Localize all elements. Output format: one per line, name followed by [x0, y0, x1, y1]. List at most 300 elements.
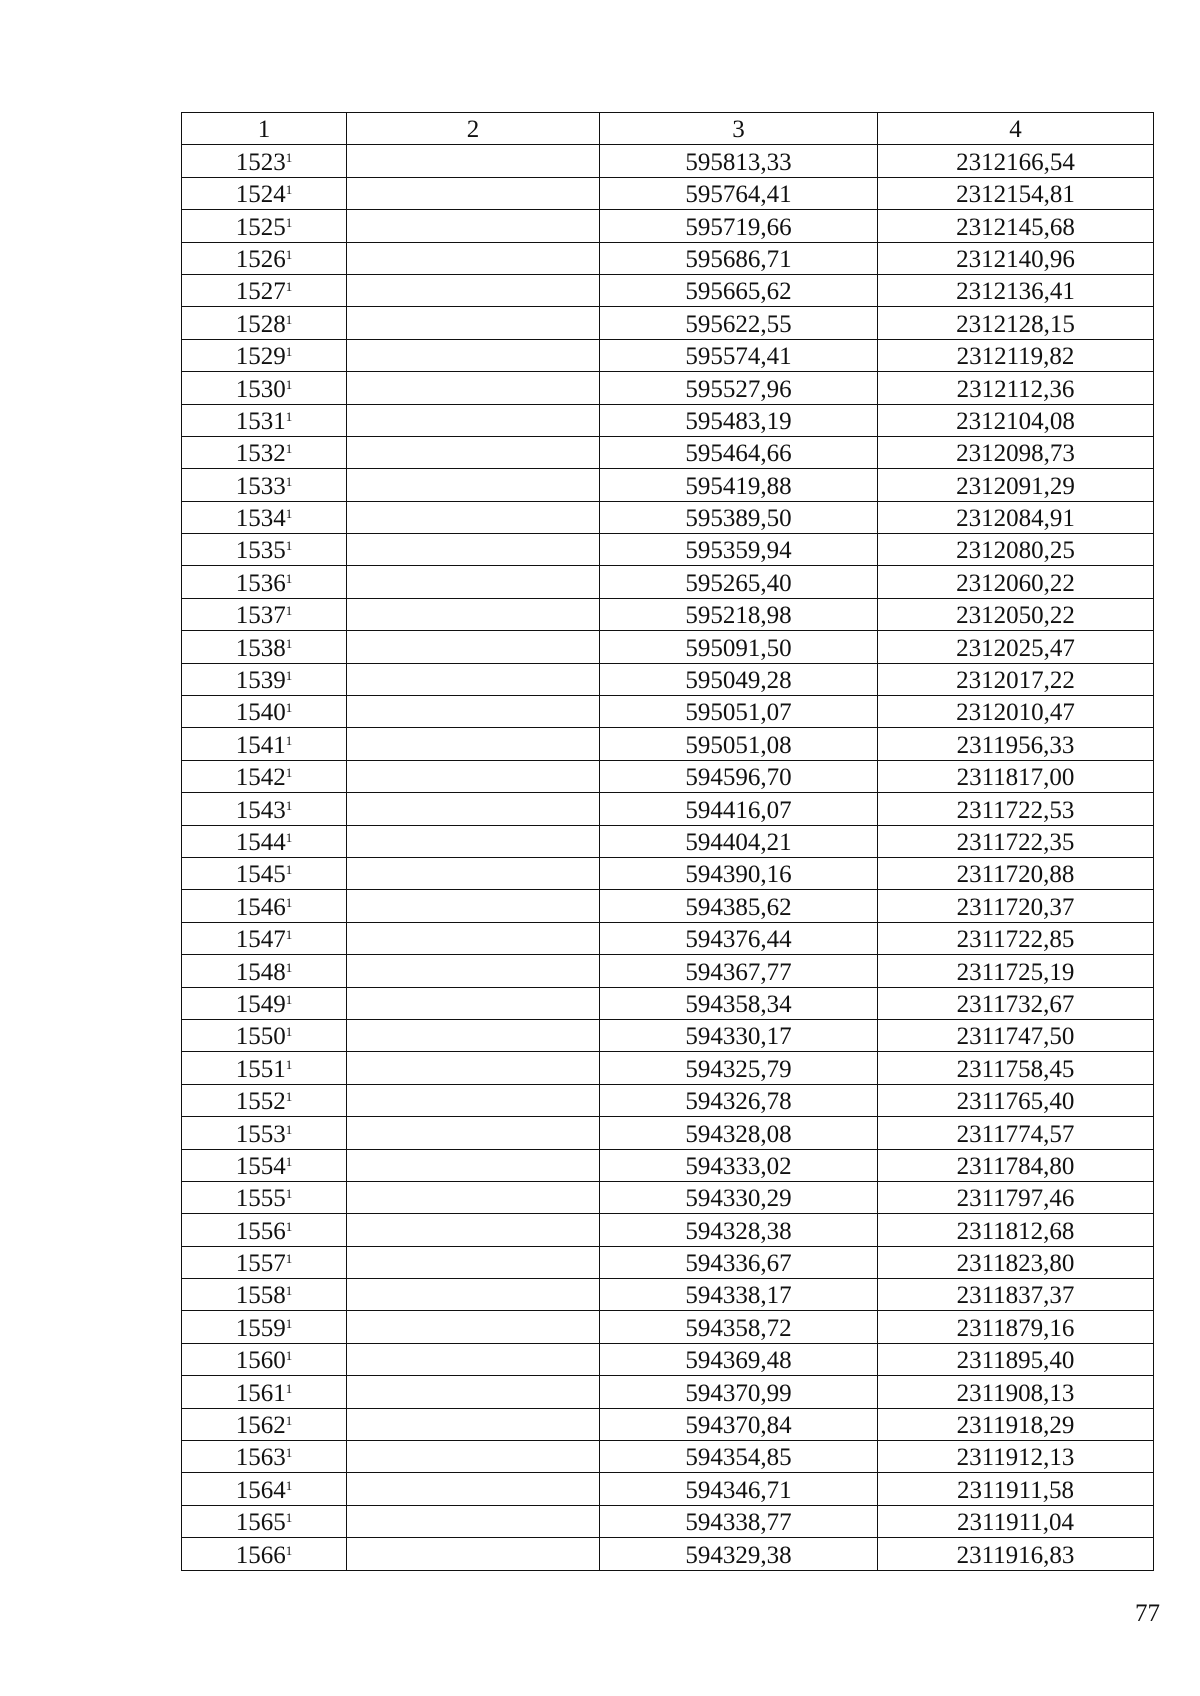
y-coordinate-cell: 2311765,40: [878, 1084, 1154, 1116]
point-number-cell: [182, 1181, 347, 1213]
x-coordinate-cell: 595051,08: [600, 728, 878, 760]
x-coordinate-cell: 594328,08: [600, 1117, 878, 1149]
column-2-cell: [347, 955, 600, 987]
table-row: [182, 1311, 1154, 1343]
table-row: [182, 372, 1154, 404]
point-number-cell: [182, 1019, 347, 1051]
point-number-superscript: 1: [285, 473, 293, 489]
y-coordinate-cell: 2312104,08: [878, 404, 1154, 436]
point-number: 1551: [235, 1055, 286, 1083]
table-row: [182, 210, 1154, 242]
point-number-cell: [182, 501, 347, 533]
column-2-cell: [347, 210, 600, 242]
x-coordinate-cell: 595049,28: [600, 663, 878, 695]
y-coordinate-cell: 2312136,41: [878, 274, 1154, 306]
y-coordinate-cell: 2311823,80: [878, 1246, 1154, 1278]
x-coordinate-cell: 594325,79: [600, 1052, 878, 1084]
table-row: [182, 890, 1154, 922]
table-row: [182, 663, 1154, 695]
point-number-cell: [182, 1408, 347, 1440]
column-2-cell: [347, 1441, 600, 1473]
table-row: [182, 1505, 1154, 1537]
point-number: 1537: [235, 602, 286, 630]
x-coordinate-cell: 595665,62: [600, 274, 878, 306]
x-coordinate-cell: 594376,44: [600, 922, 878, 954]
y-coordinate-cell: 2311817,00: [878, 760, 1154, 792]
point-number: 1548: [235, 958, 286, 986]
column-2-cell: [347, 469, 600, 501]
point-number-cell: [182, 566, 347, 598]
column-2-cell: [347, 631, 600, 663]
point-number: 1564: [235, 1476, 286, 1504]
x-coordinate-cell: 594370,99: [600, 1376, 878, 1408]
x-coordinate-cell: 595464,66: [600, 436, 878, 468]
y-coordinate-cell: 2312098,73: [878, 436, 1154, 468]
point-number-cell: [182, 534, 347, 566]
point-number-superscript: 1: [285, 797, 293, 813]
column-2-cell: [347, 1052, 600, 1084]
column-2-cell: [347, 145, 600, 177]
point-number-cell: [182, 987, 347, 1019]
column-2-cell: [347, 922, 600, 954]
point-number-superscript: 1: [285, 570, 293, 586]
point-number-superscript: 1: [285, 700, 293, 716]
point-number: 1530: [235, 375, 286, 403]
table-row: [182, 242, 1154, 274]
table-row: [182, 1343, 1154, 1375]
point-number-superscript: 1: [285, 311, 293, 327]
y-coordinate-cell: 2311918,29: [878, 1408, 1154, 1440]
column-2-cell: [347, 372, 600, 404]
point-number-superscript: 1: [285, 927, 293, 943]
table-row: [182, 1019, 1154, 1051]
point-number-cell: [182, 1441, 347, 1473]
point-number-cell: [182, 1214, 347, 1246]
table-row: [182, 1214, 1154, 1246]
point-number-cell: [182, 177, 347, 209]
page-number: 77: [1135, 1600, 1160, 1627]
table-row: [182, 793, 1154, 825]
point-number-cell: [182, 890, 347, 922]
column-2-cell: [347, 825, 600, 857]
point-number: 1546: [235, 893, 286, 921]
point-number-cell: [182, 728, 347, 760]
y-coordinate-cell: 2312128,15: [878, 307, 1154, 339]
x-coordinate-cell: 594358,72: [600, 1311, 878, 1343]
point-number-cell: [182, 1246, 347, 1278]
x-coordinate-cell: 595359,94: [600, 534, 878, 566]
x-coordinate-cell: 594367,77: [600, 955, 878, 987]
x-coordinate-cell: 594338,77: [600, 1505, 878, 1537]
column-2-cell: [347, 177, 600, 209]
point-number: 1540: [235, 699, 286, 727]
x-coordinate-cell: 595483,19: [600, 404, 878, 436]
point-number: 1538: [235, 634, 286, 662]
y-coordinate-cell: 2311722,35: [878, 825, 1154, 857]
table-row: [182, 404, 1154, 436]
point-number-superscript: 1: [285, 1542, 293, 1558]
column-2-cell: [347, 1343, 600, 1375]
table-row: [182, 274, 1154, 306]
point-number-cell: [182, 857, 347, 889]
y-coordinate-cell: 2311722,53: [878, 793, 1154, 825]
y-coordinate-cell: 2311784,80: [878, 1149, 1154, 1181]
x-coordinate-cell: 594416,07: [600, 793, 878, 825]
column-header-1: 1: [182, 113, 347, 145]
x-coordinate-cell: 594328,38: [600, 1214, 878, 1246]
point-number-superscript: 1: [285, 1315, 293, 1331]
point-number-cell: [182, 404, 347, 436]
y-coordinate-cell: 2311732,67: [878, 987, 1154, 1019]
point-number-superscript: 1: [285, 279, 293, 295]
point-number-superscript: 1: [285, 1089, 293, 1105]
x-coordinate-cell: 594354,85: [600, 1441, 878, 1473]
x-coordinate-cell: 594370,84: [600, 1408, 878, 1440]
point-number: 1560: [235, 1347, 286, 1375]
point-number-superscript: 1: [285, 1477, 293, 1493]
point-number: 1524: [235, 181, 286, 209]
point-number-cell: [182, 1473, 347, 1505]
y-coordinate-cell: 2312017,22: [878, 663, 1154, 695]
y-coordinate-cell: 2312050,22: [878, 598, 1154, 630]
table-body: [182, 145, 1154, 1570]
point-number: 1555: [235, 1185, 286, 1213]
column-2-cell: [347, 1214, 600, 1246]
column-header-4: 4: [878, 113, 1154, 145]
column-2-cell: [347, 890, 600, 922]
point-number-cell: [182, 1052, 347, 1084]
table-row: [182, 534, 1154, 566]
point-number: 1544: [235, 828, 286, 856]
table-row: [182, 566, 1154, 598]
point-number-superscript: 1: [285, 441, 293, 457]
table-row: [182, 177, 1154, 209]
y-coordinate-cell: 2311911,04: [878, 1505, 1154, 1537]
y-coordinate-cell: 2311797,46: [878, 1181, 1154, 1213]
x-coordinate-cell: 594369,48: [600, 1343, 878, 1375]
y-coordinate-cell: 2311956,33: [878, 728, 1154, 760]
point-number-superscript: 1: [285, 765, 293, 781]
point-number-superscript: 1: [285, 862, 293, 878]
point-number-superscript: 1: [285, 246, 293, 262]
x-coordinate-cell: 594330,17: [600, 1019, 878, 1051]
column-2-cell: [347, 534, 600, 566]
point-number: 1558: [235, 1282, 286, 1310]
y-coordinate-cell: 2311722,85: [878, 922, 1154, 954]
point-number: 1532: [235, 440, 286, 468]
point-number: 1527: [235, 278, 286, 306]
point-number-superscript: 1: [285, 408, 293, 424]
x-coordinate-cell: 594596,70: [600, 760, 878, 792]
x-coordinate-cell: 594404,21: [600, 825, 878, 857]
y-coordinate-cell: 2312112,36: [878, 372, 1154, 404]
column-header-3: 3: [600, 113, 878, 145]
column-2-cell: [347, 307, 600, 339]
point-number-superscript: 1: [285, 1186, 293, 1202]
y-coordinate-cell: 2311908,13: [878, 1376, 1154, 1408]
point-number-cell: [182, 1505, 347, 1537]
column-2-cell: [347, 436, 600, 468]
point-number-cell: [182, 307, 347, 339]
y-coordinate-cell: 2312091,29: [878, 469, 1154, 501]
table-row: [182, 987, 1154, 1019]
x-coordinate-cell: 595764,41: [600, 177, 878, 209]
table-row: [182, 1441, 1154, 1473]
point-number: 1542: [235, 764, 286, 792]
point-number-superscript: 1: [285, 1153, 293, 1169]
point-number-cell: [182, 760, 347, 792]
y-coordinate-cell: 2312084,91: [878, 501, 1154, 533]
y-coordinate-cell: 2312060,22: [878, 566, 1154, 598]
point-number: 1539: [235, 667, 286, 695]
x-coordinate-cell: 594346,71: [600, 1473, 878, 1505]
y-coordinate-cell: 2311720,37: [878, 890, 1154, 922]
point-number-superscript: 1: [285, 149, 293, 165]
column-2-cell: [347, 1149, 600, 1181]
point-number: 1543: [235, 796, 286, 824]
point-number-cell: [182, 922, 347, 954]
column-2-cell: [347, 987, 600, 1019]
point-number-cell: [182, 274, 347, 306]
point-number-superscript: 1: [285, 182, 293, 198]
point-number: 1550: [235, 1023, 286, 1051]
point-number-superscript: 1: [285, 1510, 293, 1526]
point-number-superscript: 1: [285, 1056, 293, 1072]
point-number-cell: [182, 598, 347, 630]
point-number-superscript: 1: [285, 894, 293, 910]
column-2-cell: [347, 501, 600, 533]
column-2-cell: [347, 760, 600, 792]
point-number: 1547: [235, 926, 286, 954]
point-number: 1536: [235, 569, 286, 597]
point-number-superscript: 1: [285, 635, 293, 651]
point-number-superscript: 1: [285, 538, 293, 554]
table-row: [182, 1149, 1154, 1181]
point-number: 1534: [235, 505, 286, 533]
table-row: [182, 1376, 1154, 1408]
column-2-cell: [347, 857, 600, 889]
point-number: 1525: [235, 213, 286, 241]
point-number-superscript: 1: [285, 991, 293, 1007]
point-number-cell: [182, 469, 347, 501]
column-2-cell: [347, 242, 600, 274]
point-number-superscript: 1: [285, 214, 293, 230]
point-number-superscript: 1: [285, 732, 293, 748]
point-number: 1561: [235, 1379, 286, 1407]
point-number-superscript: 1: [285, 1121, 293, 1137]
y-coordinate-cell: 2311916,83: [878, 1538, 1154, 1570]
x-coordinate-cell: 594330,29: [600, 1181, 878, 1213]
y-coordinate-cell: 2311895,40: [878, 1343, 1154, 1375]
x-coordinate-cell: 595622,55: [600, 307, 878, 339]
point-number: 1535: [235, 537, 286, 565]
table-row: [182, 922, 1154, 954]
column-2-cell: [347, 1279, 600, 1311]
table-row: [182, 307, 1154, 339]
point-number-cell: [182, 1149, 347, 1181]
column-2-cell: [347, 1019, 600, 1051]
point-number-cell: [182, 663, 347, 695]
point-number-superscript: 1: [285, 668, 293, 684]
point-number-cell: [182, 1376, 347, 1408]
point-number-cell: [182, 1117, 347, 1149]
point-number-superscript: 1: [285, 1251, 293, 1267]
column-2-cell: [347, 1246, 600, 1278]
point-number-cell: [182, 1279, 347, 1311]
point-number-cell: [182, 825, 347, 857]
point-number-superscript: 1: [285, 1283, 293, 1299]
table-row: [182, 1408, 1154, 1440]
table-row: [182, 1084, 1154, 1116]
column-2-cell: [347, 696, 600, 728]
column-2-cell: [347, 566, 600, 598]
x-coordinate-cell: 595091,50: [600, 631, 878, 663]
column-2-cell: [347, 1408, 600, 1440]
point-number: 1541: [235, 731, 286, 759]
point-number-cell: [182, 210, 347, 242]
point-number: 1552: [235, 1088, 286, 1116]
y-coordinate-cell: 2311725,19: [878, 955, 1154, 987]
column-2-cell: [347, 404, 600, 436]
y-coordinate-cell: 2311747,50: [878, 1019, 1154, 1051]
table-row: [182, 1538, 1154, 1570]
point-number: 1523: [235, 148, 286, 176]
y-coordinate-cell: 2312119,82: [878, 339, 1154, 371]
point-number-cell: [182, 955, 347, 987]
column-header-2: 2: [347, 113, 600, 145]
point-number-cell: [182, 436, 347, 468]
point-number: 1557: [235, 1250, 286, 1278]
point-number: 1559: [235, 1314, 286, 1342]
coordinates-table: [181, 112, 1154, 1571]
column-2-cell: [347, 663, 600, 695]
table-row: [182, 696, 1154, 728]
point-number: 1545: [235, 861, 286, 889]
table-row: [182, 825, 1154, 857]
column-2-cell: [347, 1117, 600, 1149]
point-number-cell: [182, 696, 347, 728]
point-number-cell: [182, 793, 347, 825]
table-row: [182, 436, 1154, 468]
table-header: [182, 113, 1154, 145]
table-row: [182, 955, 1154, 987]
header-row: [182, 113, 1154, 145]
y-coordinate-cell: 2312025,47: [878, 631, 1154, 663]
column-2-cell: [347, 339, 600, 371]
point-number-superscript: 1: [285, 1218, 293, 1234]
x-coordinate-cell: 595527,96: [600, 372, 878, 404]
x-coordinate-cell: 595574,41: [600, 339, 878, 371]
table-row: [182, 631, 1154, 663]
table-row: [182, 857, 1154, 889]
point-number-superscript: 1: [285, 603, 293, 619]
y-coordinate-cell: 2311912,13: [878, 1441, 1154, 1473]
point-number: 1549: [235, 990, 286, 1018]
x-coordinate-cell: 595686,71: [600, 242, 878, 274]
point-number-superscript: 1: [285, 344, 293, 360]
y-coordinate-cell: 2311812,68: [878, 1214, 1154, 1246]
table-row: [182, 1473, 1154, 1505]
point-number-superscript: 1: [285, 1380, 293, 1396]
column-2-cell: [347, 1505, 600, 1537]
column-2-cell: [347, 1311, 600, 1343]
table-row: [182, 501, 1154, 533]
column-2-cell: [347, 1181, 600, 1213]
x-coordinate-cell: 594336,67: [600, 1246, 878, 1278]
y-coordinate-cell: 2311911,58: [878, 1473, 1154, 1505]
y-coordinate-cell: 2311879,16: [878, 1311, 1154, 1343]
point-number-cell: [182, 339, 347, 371]
point-number-superscript: 1: [285, 1348, 293, 1364]
y-coordinate-cell: 2312166,54: [878, 145, 1154, 177]
x-coordinate-cell: 595051,07: [600, 696, 878, 728]
y-coordinate-cell: 2311774,57: [878, 1117, 1154, 1149]
table-row: [182, 1117, 1154, 1149]
x-coordinate-cell: 594326,78: [600, 1084, 878, 1116]
y-coordinate-cell: 2312145,68: [878, 210, 1154, 242]
x-coordinate-cell: 595419,88: [600, 469, 878, 501]
point-number-superscript: 1: [285, 1445, 293, 1461]
y-coordinate-cell: 2311758,45: [878, 1052, 1154, 1084]
y-coordinate-cell: 2312010,47: [878, 696, 1154, 728]
table-row: [182, 469, 1154, 501]
x-coordinate-cell: 594390,16: [600, 857, 878, 889]
table-row: [182, 1052, 1154, 1084]
column-2-cell: [347, 793, 600, 825]
y-coordinate-cell: 2312154,81: [878, 177, 1154, 209]
x-coordinate-cell: 594358,34: [600, 987, 878, 1019]
point-number: 1553: [235, 1120, 286, 1148]
point-number: 1562: [235, 1412, 286, 1440]
y-coordinate-cell: 2312140,96: [878, 242, 1154, 274]
x-coordinate-cell: 595265,40: [600, 566, 878, 598]
column-2-cell: [347, 1538, 600, 1570]
x-coordinate-cell: 594333,02: [600, 1149, 878, 1181]
table-row: [182, 1279, 1154, 1311]
column-2-cell: [347, 1473, 600, 1505]
point-number-cell: [182, 1538, 347, 1570]
y-coordinate-cell: 2311720,88: [878, 857, 1154, 889]
point-number: 1528: [235, 310, 286, 338]
point-number: 1563: [235, 1444, 286, 1472]
table-row: [182, 339, 1154, 371]
table-row: [182, 728, 1154, 760]
point-number-cell: [182, 1343, 347, 1375]
point-number-cell: [182, 631, 347, 663]
point-number: 1533: [235, 472, 286, 500]
point-number: 1565: [235, 1509, 286, 1537]
table-row: [182, 1246, 1154, 1278]
point-number-cell: [182, 372, 347, 404]
point-number-superscript: 1: [285, 1024, 293, 1040]
point-number-superscript: 1: [285, 1413, 293, 1429]
column-2-cell: [347, 1376, 600, 1408]
point-number-cell: [182, 242, 347, 274]
point-number: 1531: [235, 407, 286, 435]
point-number-superscript: 1: [285, 506, 293, 522]
point-number: 1529: [235, 343, 286, 371]
x-coordinate-cell: 595719,66: [600, 210, 878, 242]
x-coordinate-cell: 595813,33: [600, 145, 878, 177]
x-coordinate-cell: 594385,62: [600, 890, 878, 922]
point-number-superscript: 1: [285, 959, 293, 975]
point-number-cell: [182, 145, 347, 177]
x-coordinate-cell: 594338,17: [600, 1279, 878, 1311]
y-coordinate-cell: 2312080,25: [878, 534, 1154, 566]
point-number-cell: [182, 1084, 347, 1116]
column-2-cell: [347, 1084, 600, 1116]
x-coordinate-cell: 595389,50: [600, 501, 878, 533]
